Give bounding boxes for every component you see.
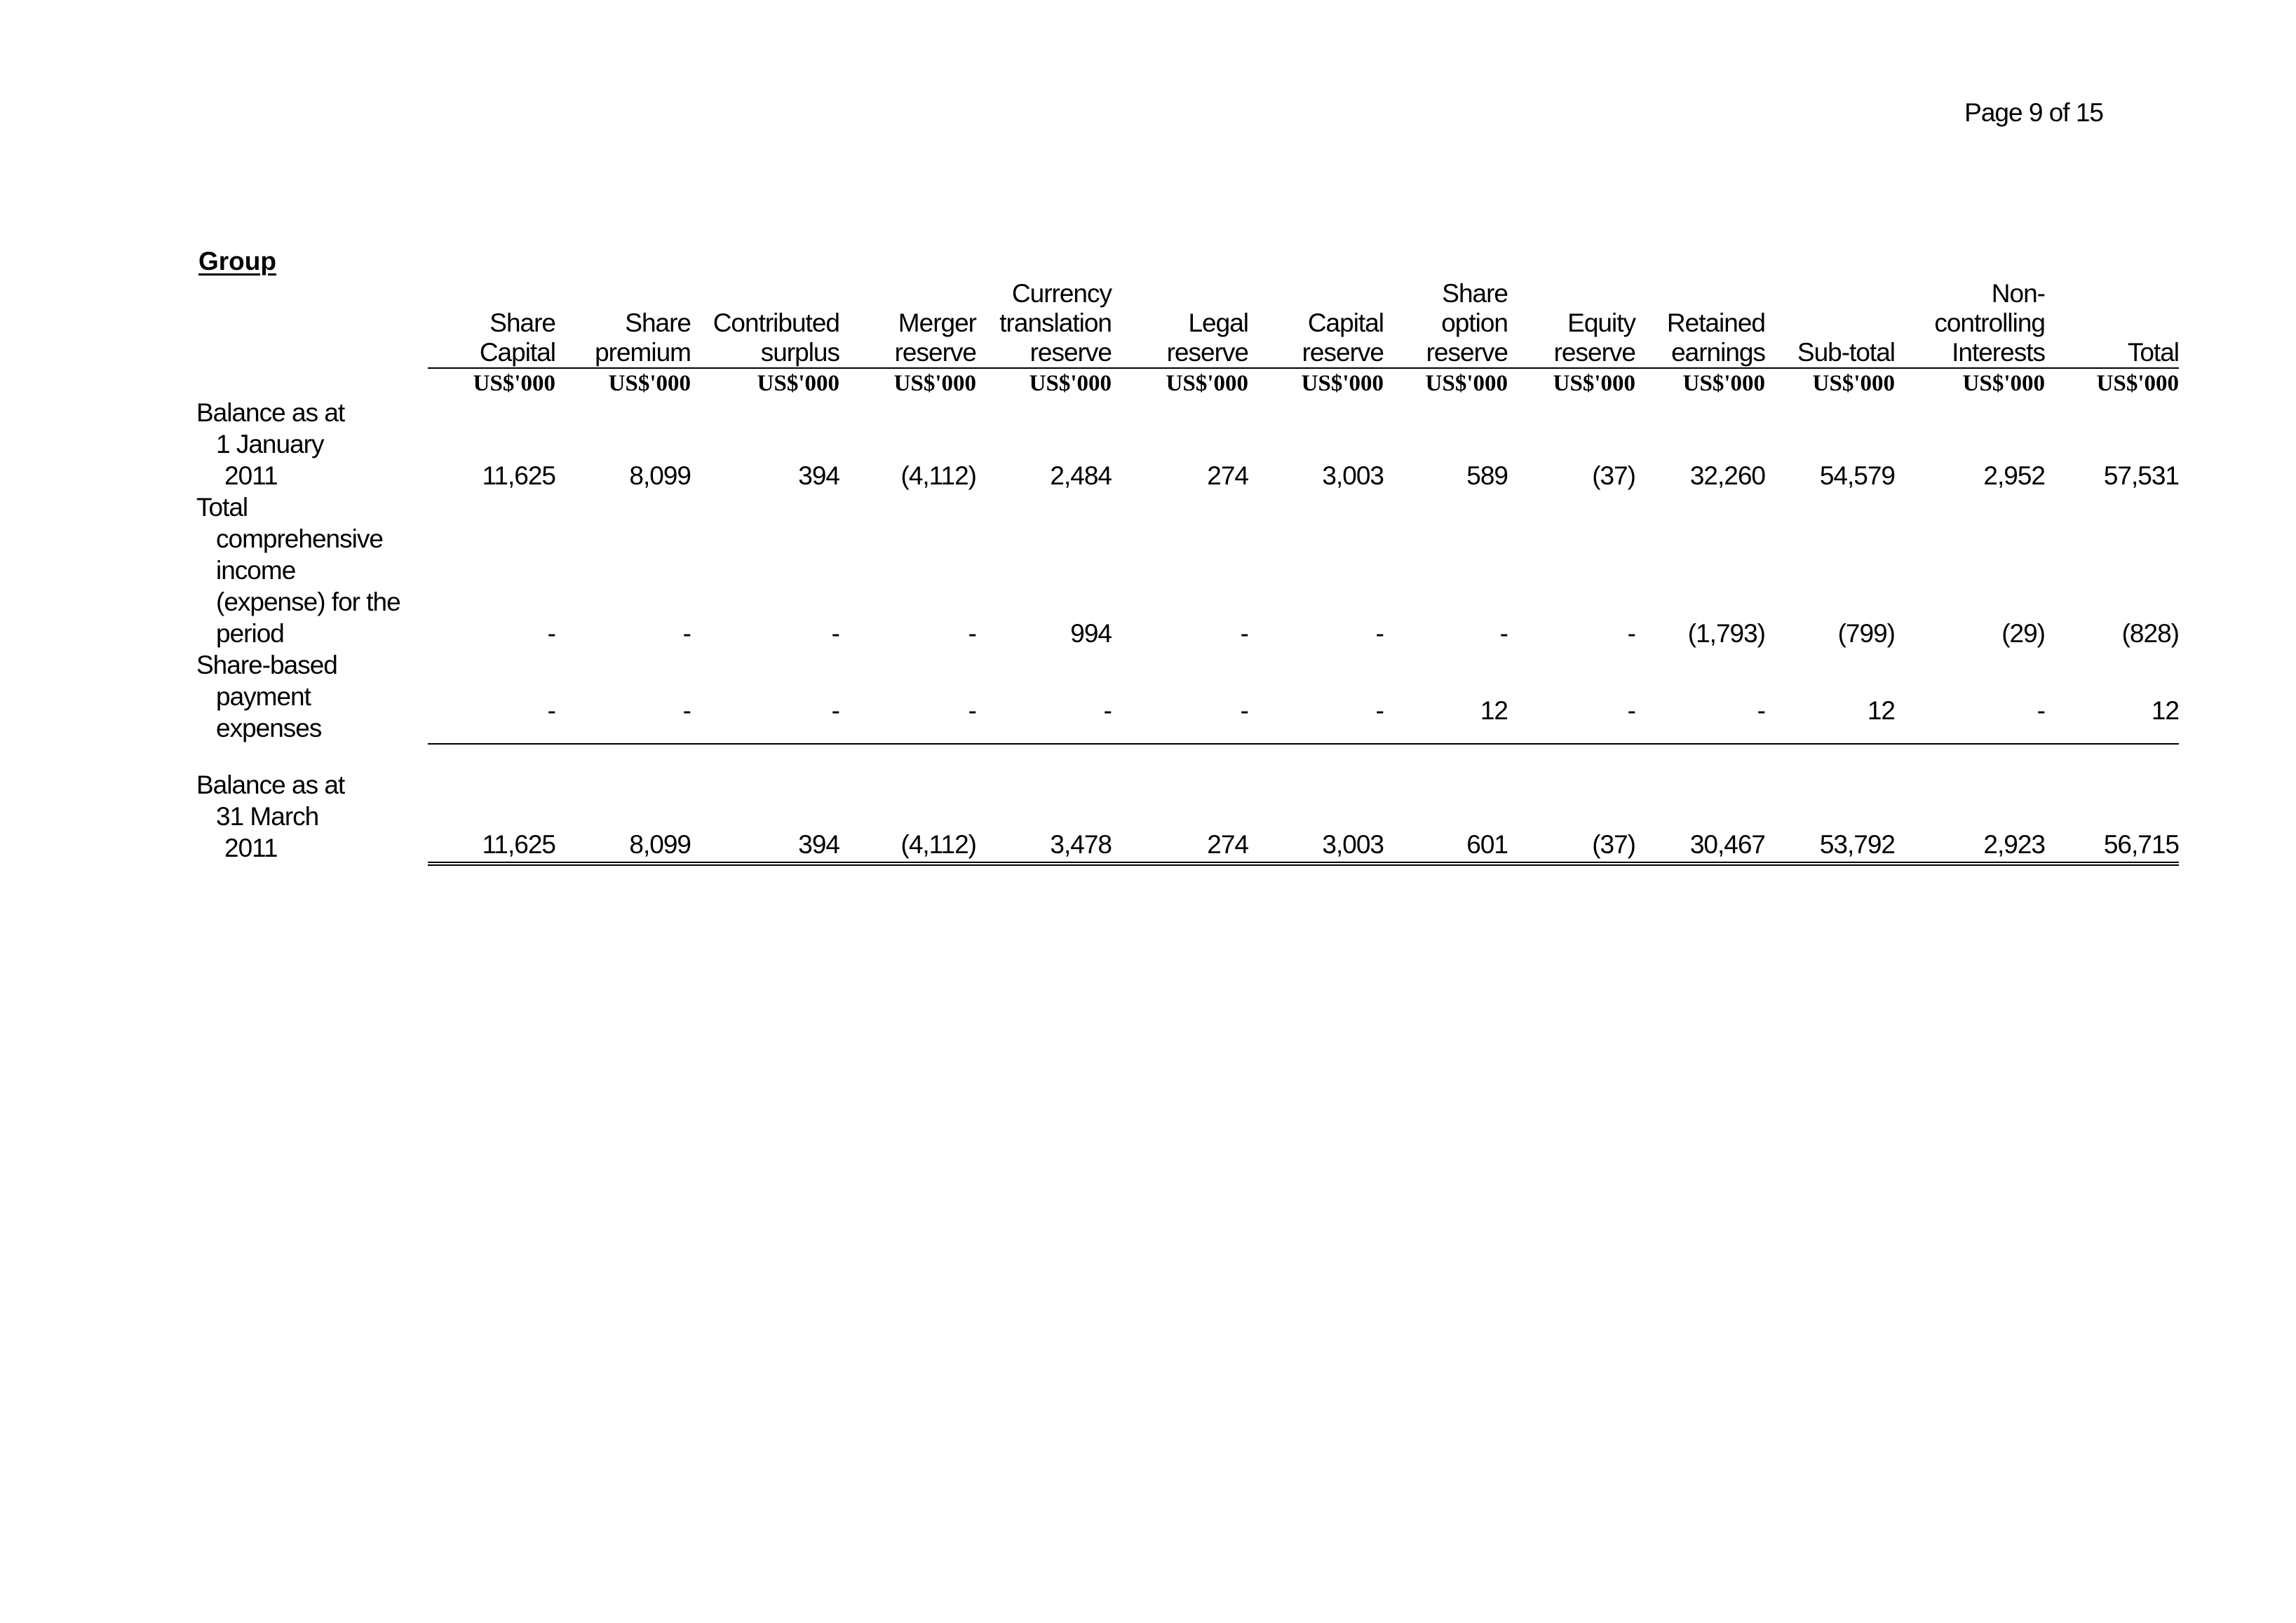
table-cell: - — [1757, 696, 1765, 725]
table-cell: 54,579 — [1819, 461, 1895, 490]
table-cell: 394 — [691, 744, 839, 864]
statement-of-changes-in-equity-table — [196, 279, 2179, 866]
table-cell: (4,112) — [900, 461, 976, 490]
table-cell: 394 — [798, 461, 839, 490]
unit-label: US$'000 — [1301, 371, 1384, 396]
table-cell: 12 — [1867, 696, 1895, 725]
table-cell: 274 — [1112, 744, 1248, 864]
table-cell: 2,484 — [1050, 461, 1112, 490]
table-cell: - — [1240, 619, 1248, 648]
unit-label: US$'000 — [1029, 371, 1112, 396]
row-label-line: payment — [216, 682, 311, 711]
table-cell: - — [682, 696, 691, 725]
table-cell: 994 — [1070, 619, 1112, 648]
row-label-line: Total — [196, 493, 248, 522]
row-label-line: Balance as at — [196, 770, 345, 799]
unit-label: US$'000 — [608, 371, 691, 396]
column-header: Sub-total — [1765, 279, 1895, 368]
table-cell: - — [1240, 696, 1248, 725]
table-cell: - — [968, 696, 976, 725]
table-cell: 8,099 — [555, 744, 691, 864]
table-cell: 601 — [1384, 744, 1508, 864]
table-cell: 57,531 — [2103, 461, 2179, 490]
column-header: Retained earnings — [1635, 279, 1765, 368]
table-cell: - — [547, 619, 555, 648]
row-label-line: 1 January — [216, 430, 324, 459]
unit-label: US$'000 — [1812, 371, 1895, 396]
table-cell: - — [831, 619, 839, 648]
unit-label: US$'000 — [757, 371, 839, 396]
row-label-line: comprehensive — [216, 524, 383, 553]
table-cell: (29) — [2001, 619, 2045, 648]
table-cell: - — [1627, 696, 1635, 725]
column-header: Share premium — [555, 279, 691, 368]
table-cell: 53,792 — [1765, 744, 1895, 864]
unit-label: US$'000 — [1553, 371, 1635, 396]
table-row-total-comprehensive-income — [196, 491, 2179, 649]
table-cell: (37) — [1508, 744, 1635, 864]
table-cell: (4,112) — [839, 744, 976, 864]
table-cell: 56,715 — [2045, 744, 2179, 864]
table-row-opening-balance — [196, 397, 2179, 491]
table-cell: 12 — [2151, 696, 2179, 725]
row-label-header — [196, 279, 428, 368]
table-cell: - — [1375, 696, 1384, 725]
column-header: Share Capital — [428, 279, 555, 368]
table-row-closing-balance — [196, 744, 2179, 864]
column-header: Share option reserve — [1384, 279, 1508, 368]
unit-label: US$'000 — [1425, 371, 1508, 396]
unit-row-label — [196, 368, 428, 397]
row-label-line: 31 March — [216, 802, 319, 831]
column-header: Contributed surplus — [691, 279, 839, 368]
table-cell: 8,099 — [629, 461, 691, 490]
table-cell: 12 — [1480, 696, 1508, 725]
row-label-line: 2011 — [224, 834, 278, 862]
unit-label: US$'000 — [473, 371, 555, 396]
row-label-line: period — [216, 619, 284, 648]
table-cell: 274 — [1207, 461, 1248, 490]
table-cell: 2,923 — [1895, 744, 2045, 864]
table-cell: 11,625 — [428, 744, 555, 864]
section-title-group: Group — [198, 247, 276, 276]
unit-label: US$'000 — [1166, 371, 1248, 396]
column-header: Merger reserve — [839, 279, 976, 368]
table-cell: 589 — [1466, 461, 1508, 490]
column-header: Currency translation reserve — [976, 279, 1112, 368]
row-label-line: expenses — [216, 714, 322, 742]
table-cell: 32,260 — [1689, 461, 1765, 490]
unit-label: US$'000 — [1682, 371, 1765, 396]
table-cell: - — [968, 619, 976, 648]
row-label-line: 2011 — [224, 461, 278, 490]
column-header: Non- controlling Interests — [1895, 279, 2045, 368]
table-cell: - — [547, 696, 555, 725]
row-label — [196, 397, 428, 491]
table-cell: 11,625 — [482, 461, 555, 490]
table-cell: - — [1627, 619, 1635, 648]
table-cell: (1,793) — [1687, 619, 1765, 648]
table-cell: - — [1499, 619, 1508, 648]
table-cell: 30,467 — [1635, 744, 1765, 864]
row-label-line: (expense) for the — [216, 588, 400, 616]
table-cell: 3,003 — [1322, 461, 1384, 490]
table-cell: - — [1103, 696, 1112, 725]
column-header-row — [196, 279, 2179, 368]
table-row-share-based-payment — [196, 649, 2179, 744]
row-label — [196, 744, 428, 864]
table-cell: 3,003 — [1248, 744, 1384, 864]
row-label-line: income — [216, 556, 296, 585]
row-label — [196, 491, 428, 649]
unit-label: US$'000 — [1962, 371, 2045, 396]
table-cell: - — [2037, 696, 2045, 725]
table-cell: (37) — [1592, 461, 1635, 490]
row-label — [196, 649, 428, 744]
column-header: Equity reserve — [1508, 279, 1635, 368]
row-label-line: Balance as at — [196, 398, 345, 427]
table-cell: (828) — [2121, 619, 2179, 648]
table-cell: (799) — [1837, 619, 1895, 648]
column-header: Capital reserve — [1248, 279, 1384, 368]
unit-label: US$'000 — [893, 371, 976, 396]
page-number: Page 9 of 15 — [1964, 98, 2103, 127]
table-cell: - — [682, 619, 691, 648]
unit-label: US$'000 — [2096, 371, 2179, 396]
table-cell: 3,478 — [976, 744, 1112, 864]
unit-row — [196, 368, 2179, 397]
column-header: Legal reserve — [1112, 279, 1248, 368]
row-label-line: Share-based — [196, 651, 337, 679]
column-header: Total — [2045, 279, 2179, 368]
table-cell: - — [831, 696, 839, 725]
table-cell: - — [1375, 619, 1384, 648]
table-cell: 2,952 — [1983, 461, 2045, 490]
